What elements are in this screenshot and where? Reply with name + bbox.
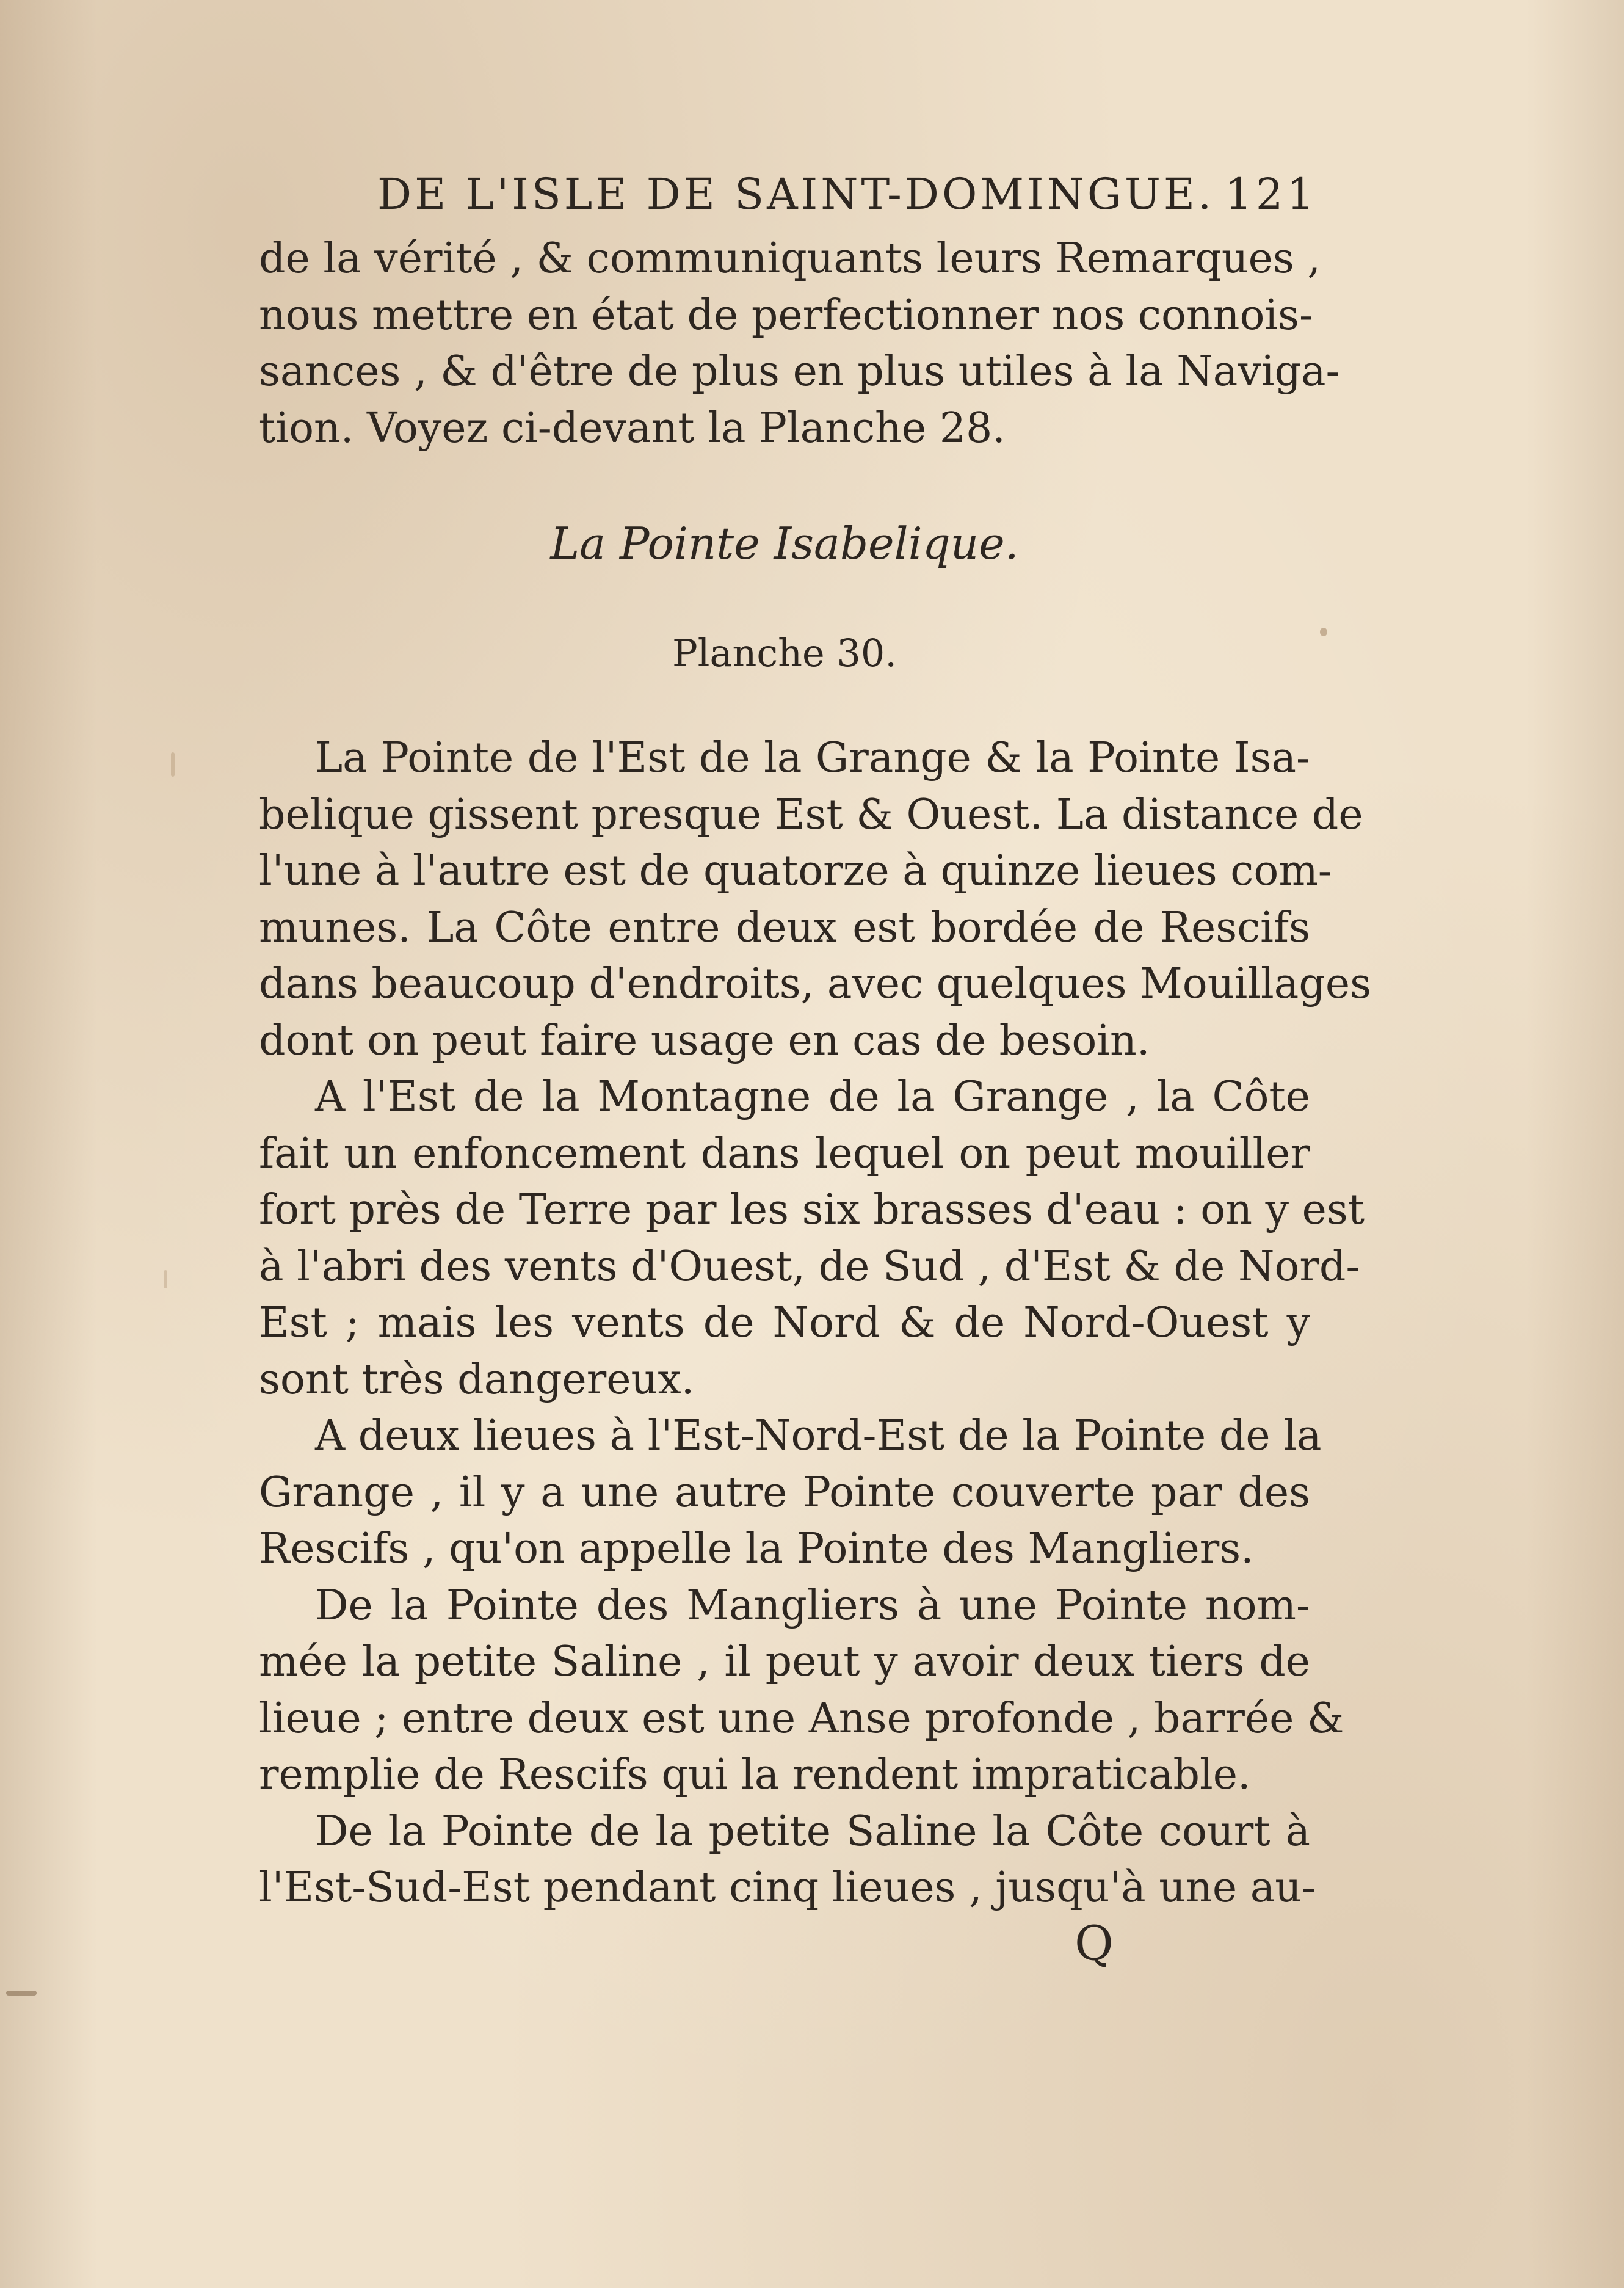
text-line: La Pointe de l'Est de la Grange & la Pointe Isa- [315, 734, 1310, 782]
paragraph [259, 730, 1371, 1069]
foxing-spot [1320, 628, 1327, 636]
text-line: sances , & d'être de plus en plus utiles à la Naviga- [259, 347, 1340, 396]
text-line: tion. Voyez ci-devant la Planche 28. [259, 404, 1006, 452]
text-line: fort près de Terre par les six brasses d'eau : on y est [259, 1186, 1365, 1234]
text-line: munes. La Côte entre deux est bordée de Rescifs [259, 903, 1310, 952]
text-line: A l'Est de la Montagne de la Grange , la Côte [315, 1073, 1310, 1121]
body-text [259, 730, 1371, 1917]
page-number: 121 [1225, 169, 1318, 219]
text-line: de la vérité , & communiquants leurs Remarques , [259, 234, 1321, 283]
signature-mark: Q [1075, 1916, 1114, 1971]
foxing-spot [6, 1991, 37, 1996]
text-line: mée la petite Saline , il peut y avoir deux tiers de [259, 1638, 1310, 1686]
text-line: à l'abri des vents d'Ouest, de Sud , d'Est & de Nord- [259, 1242, 1360, 1291]
text-line: l'une à l'autre est de quatorze à quinze lieues com- [259, 847, 1332, 895]
text-line: Rescifs , qu'on appelle la Pointe des Mangliers. [259, 1525, 1254, 1573]
foxing-spot [171, 752, 175, 777]
text-line: dans beaucoup d'endroits, avec quelques Mouillages [259, 960, 1371, 1008]
continued-paragraph [259, 231, 1340, 457]
text-line: De la Pointe de la petite Saline la Côte court à [315, 1807, 1310, 1856]
section-heading: La Pointe Isabelique. [550, 518, 1019, 569]
text-line: sont très dangereux. [259, 1355, 695, 1404]
paragraph [259, 1408, 1322, 1578]
paragraph [259, 1069, 1365, 1408]
running-head [377, 164, 1318, 225]
text-line: lieue ; entre deux est une Anse profonde , barrée & [259, 1694, 1344, 1743]
text-line: belique gissent presque Est & Ouest. La distance de [259, 790, 1363, 839]
plate-reference: Planche 30. [672, 631, 897, 675]
running-head-title: DE L'ISLE DE SAINT-DOMINGUE. [377, 169, 1215, 219]
text-line: dont on peut faire usage en cas de besoin. [259, 1016, 1150, 1065]
text-line: De la Pointe des Mangliers à une Pointe nom- [315, 1581, 1310, 1630]
text-line: Est ; mais les vents de Nord & de Nord-Ouest y [259, 1299, 1310, 1347]
text-line: l'Est-Sud-Est pendant cinq lieues , jusqu'à une au- [259, 1864, 1316, 1912]
text-line: A deux lieues à l'Est-Nord-Est de la Pointe de la [315, 1412, 1322, 1460]
foxing-spot [164, 1270, 167, 1288]
text-line: remplie de Rescifs qui la rendent impraticable. [259, 1751, 1251, 1799]
paragraph [259, 1804, 1316, 1917]
text-line: Grange , il y a une autre Pointe couverte par des [259, 1468, 1310, 1517]
paragraph [259, 1578, 1344, 1804]
text-line: nous mettre en état de perfectionner nos connois- [259, 291, 1314, 340]
text-line: fait un enfoncement dans lequel on peut mouiller [259, 1129, 1310, 1178]
